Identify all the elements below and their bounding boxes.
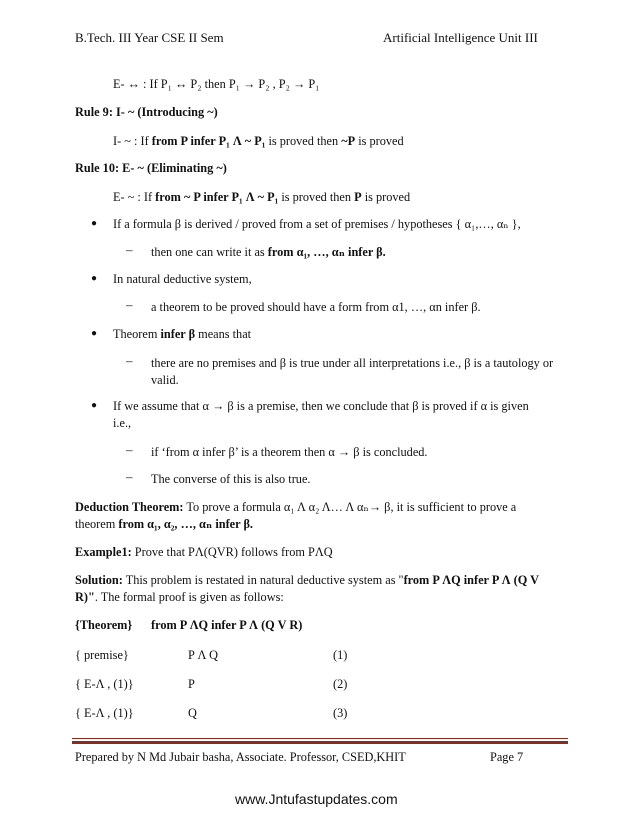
proof-row-rule: { E-Λ , (1)} xyxy=(75,706,134,720)
proof-row-number: (1) xyxy=(333,648,348,662)
website-link[interactable]: www.Jntufastupdates.com xyxy=(235,791,398,807)
bullet2-sub: a theorem to be proved should have a form from α1, …, αn infer β. xyxy=(151,300,481,314)
example1-label: Example1: xyxy=(75,545,132,559)
solution-text-a: This problem is restated in natural deductive system as " xyxy=(122,573,404,587)
dash-icon: – xyxy=(126,242,133,257)
deduction-theorem-line2-a: theorem xyxy=(75,517,119,531)
bullet-icon: ● xyxy=(91,218,98,229)
bullet3-sub-line1: there are no premises and β is true under all interpretations i.e., β is a tautology or xyxy=(151,356,554,370)
rule9-text-e: is proved xyxy=(355,134,404,148)
dash-icon: – xyxy=(126,297,133,312)
proof-row-rule: { premise} xyxy=(75,648,129,662)
deduction-theorem-line2 xyxy=(75,516,253,532)
proof-row-number: (3) xyxy=(333,706,348,720)
rule9-heading: Rule 9: I- ~ (Introducing ~) xyxy=(75,105,218,119)
rule10-text xyxy=(113,189,410,205)
bullet1-text: If a formula β is derived / proved from a set of premises / hypotheses { α₁,…, αₙ }, xyxy=(113,217,521,231)
dash-icon: – xyxy=(126,442,133,457)
deduction-theorem-line2-b: from α₁, α₂, …, αₙ infer β. xyxy=(118,517,254,531)
rule10-text-a: E- ~ : If xyxy=(113,190,156,204)
rule10-heading: Rule 10: E- ~ (Eliminating ~) xyxy=(75,161,227,175)
proof-row-formula: Q xyxy=(188,706,197,720)
e-iff-line: E- ↔ : If P₁ ↔ P₂ then P₁ → P₂ , P₂ → P₁ xyxy=(113,77,320,91)
bullet1-sub-a: then one can write it as xyxy=(151,245,268,259)
bullet3-text-b: infer β xyxy=(160,327,196,341)
solution-text-b: from P ΛQ infer P Λ (Q V xyxy=(403,573,540,587)
deduction-theorem-text: To prove a formula α₁ Λ α₂ Λ… Λ αₙ→ β, it is sufficient to prove a xyxy=(183,500,517,514)
rule10-text-c: is proved then xyxy=(278,190,355,204)
proof-row-number: (2) xyxy=(333,677,348,691)
solution-line2-a: R)" xyxy=(75,590,95,604)
rule9-text-c: is proved then xyxy=(265,134,342,148)
bullet4-line1: If we assume that α → β is a premise, then we conclude that β is proved if α is given xyxy=(113,399,529,413)
rule10-text-b: from ~ P infer P₁ Λ ~ P₁ xyxy=(155,190,279,204)
example1-line xyxy=(75,544,333,560)
rule9-text-a: I- ~ : If xyxy=(113,134,152,148)
footer-rule-thin xyxy=(72,738,568,739)
example1-text: Prove that PΛ(QVR) follows from PΛQ xyxy=(131,545,333,559)
deduction-theorem-label: Deduction Theorem: xyxy=(75,500,184,514)
dash-icon: – xyxy=(126,469,133,484)
rule9-text-b: from P infer P₁ Λ ~ P₁ xyxy=(151,134,266,148)
deduction-theorem-line1 xyxy=(75,499,516,515)
footer-author: Prepared by N Md Jubair basha, Associate. Professor, CSED,KHIT xyxy=(75,750,406,764)
solution-line1 xyxy=(75,572,539,588)
solution-line2-b: . The formal proof is given as follows: xyxy=(94,590,284,604)
page-number: Page 7 xyxy=(490,750,524,764)
proof-row-formula: P xyxy=(188,677,195,691)
bullet4-sub2: The converse of this is also true. xyxy=(151,472,311,486)
proof-row-formula: P Λ Q xyxy=(188,648,219,662)
dash-icon: – xyxy=(126,353,133,368)
bullet2-text: In natural deductive system, xyxy=(113,272,252,286)
rule9-text xyxy=(113,133,404,149)
bullet3-text xyxy=(113,326,251,342)
bullet3-sub-line2: valid. xyxy=(151,373,179,387)
header-course: B.Tech. III Year CSE II Sem xyxy=(75,30,224,45)
rule10-text-e: is proved xyxy=(361,190,411,204)
bullet-icon: ● xyxy=(91,400,98,411)
bullet4-sub1: if ‘from α infer β’ is a theorem then α → β is concluded. xyxy=(151,445,428,459)
bullet3-text-c: means that xyxy=(195,327,252,341)
header-subject: Artificial Intelligence Unit III xyxy=(383,30,538,45)
rule9-text-d: ~P xyxy=(341,134,356,148)
footer-rule-thick xyxy=(72,741,568,744)
bullet-icon: ● xyxy=(91,273,98,284)
bullet4-line2: i.e., xyxy=(113,416,132,430)
bullet1-sub-b: from α₁, …, αₙ infer β. xyxy=(267,245,386,259)
theorem-text: from P ΛQ infer P Λ (Q V R) xyxy=(151,618,303,632)
solution-label: Solution: xyxy=(75,573,123,587)
bullet-icon: ● xyxy=(91,328,98,339)
bullet1-sub xyxy=(151,244,386,260)
theorem-label: {Theorem} xyxy=(75,618,133,632)
proof-row-rule: { E-Λ , (1)} xyxy=(75,677,134,691)
solution-line2 xyxy=(75,589,284,605)
rule10-text-d: P xyxy=(354,190,362,204)
bullet3-text-a: Theorem xyxy=(113,327,161,341)
